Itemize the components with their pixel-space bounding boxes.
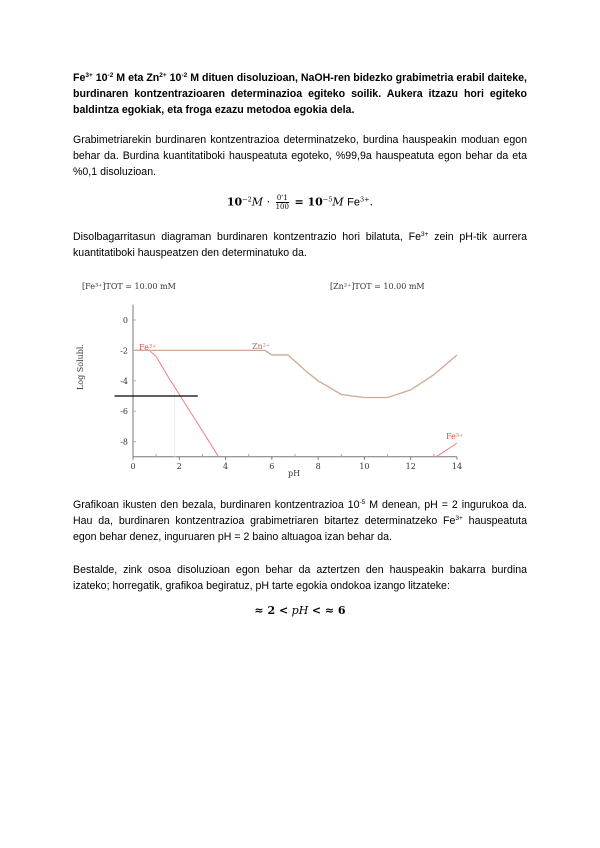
sup: −5 bbox=[322, 195, 333, 204]
chart-title-right: [Zn²⁺]TOT = 10.00 mM bbox=[330, 282, 425, 291]
sup: 2+ bbox=[159, 72, 167, 79]
x-tick-label: 12 bbox=[405, 461, 416, 471]
text: · bbox=[266, 195, 271, 209]
series-label-zn: Zn²⁺ bbox=[252, 342, 271, 351]
x-tick-label: 0 bbox=[130, 461, 136, 471]
x-tick-label: 4 bbox=[223, 461, 229, 471]
text: . bbox=[369, 195, 374, 209]
y-axis-label: Log Solubl. bbox=[76, 343, 85, 390]
sup: -2 bbox=[107, 72, 114, 79]
y-tick-label: -4 bbox=[120, 376, 128, 386]
x-axis-label: pH bbox=[288, 469, 301, 478]
series-line-fe3- bbox=[133, 350, 219, 456]
series-label-fe: Fe³⁺ bbox=[139, 343, 157, 352]
y-tick-label: -2 bbox=[120, 346, 128, 356]
x-tick-label: 14 bbox=[451, 461, 463, 471]
text: zein pH-tik aurrera kuantitatiboki hauspeatzen den determinatuko da. bbox=[73, 231, 527, 260]
chart-title-left: [Fe³⁺]TOT = 10.00 mM bbox=[82, 282, 176, 291]
y-tick-label: -6 bbox=[120, 407, 128, 417]
x-tick-label: 2 bbox=[176, 461, 182, 471]
sup: -2 bbox=[181, 72, 188, 79]
text: Fe bbox=[347, 196, 360, 209]
paragraph-4: Bestalde, zink osoa disoluzioan egon behar da aztertzen den hauspeakin bakarra burdina izateko; horregatik, grafikoa begiratuz, pH tarte egokia ondokoa izango litzateke: bbox=[73, 564, 527, 593]
text: = 10 bbox=[294, 195, 323, 209]
equation-2 bbox=[0, 604, 600, 617]
sup: 3+ bbox=[420, 231, 429, 238]
denominator: 100 bbox=[275, 203, 289, 211]
x-tick-label: 6 bbox=[269, 461, 275, 471]
paragraph-1: Grabimetriarekin burdinaren kontzentrazioa determinatzeko, burdina hauspeakin moduan egon behar da. Burdina kuantitatiboki hauspeatuta egoteko, %99,9a hauspeatuta egon behar da eta %0,1 disoluzioan. bbox=[73, 134, 527, 179]
text: ≈ 2 < bbox=[254, 604, 289, 617]
numerator: 0'1 bbox=[276, 194, 288, 202]
x-tick-label: 10 bbox=[359, 461, 370, 471]
series-label-fe-basic: Fe³⁺ bbox=[446, 432, 464, 441]
text: M bbox=[251, 195, 264, 209]
text: 10 bbox=[166, 72, 182, 84]
text: Grafikoan ikusten den bezala, burdinaren kontzentrazioa 10 bbox=[73, 499, 360, 511]
text: Fe bbox=[73, 72, 86, 84]
text: pH bbox=[291, 604, 309, 617]
sup: −2 bbox=[242, 195, 252, 204]
text: hauspeatuta egon behar denez, inguruaren pH = 2 baino altuagoa izan behar da. bbox=[73, 515, 527, 544]
text: < ≈ 6 bbox=[311, 604, 346, 617]
y-tick-label: -8 bbox=[120, 437, 128, 447]
paragraph-3 bbox=[73, 497, 527, 546]
text: 10 bbox=[226, 195, 243, 209]
text: Disolbagarritasun diagraman burdinaren kontzentrazio hori bilatuta, Fe bbox=[73, 231, 421, 243]
text: 10 bbox=[92, 72, 108, 84]
y-tick-label: 0 bbox=[122, 316, 128, 325]
sup: 3+ bbox=[85, 72, 93, 79]
text: M dituen disoluzioan, NaOH-ren bidezko grabimetria erabil daiteke, burdinaren kontzentrazioaren determinazioa egiteko soilik. Aukera itzazu hori egiteko baldintza egokiak, eta froga ezazu metodoa egokia dela. bbox=[73, 72, 527, 117]
text: M eta Zn bbox=[113, 72, 160, 84]
sup: -5 bbox=[359, 499, 366, 506]
text: M denean, pH = 2 ingurukoa da. Hau da, burdinaren kontzentrazioa grabimetriaren bitartez determinatzeko Fe bbox=[73, 499, 527, 528]
x-tick-label: 8 bbox=[315, 461, 321, 471]
sup: 3+ bbox=[455, 515, 463, 523]
text: M bbox=[332, 195, 344, 209]
series-line-fe3-basic- bbox=[436, 443, 457, 457]
sup: 3+ bbox=[360, 195, 370, 204]
series-line-zn2- bbox=[133, 350, 457, 397]
